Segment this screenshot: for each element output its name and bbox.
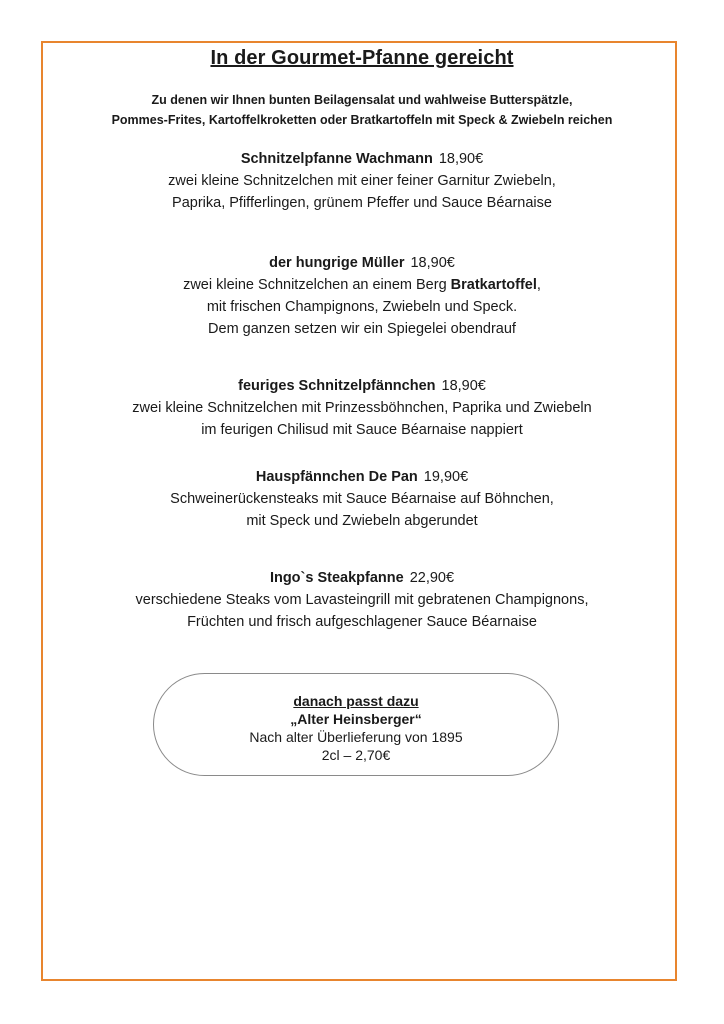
dish-header bbox=[0, 252, 724, 274]
digestif-price: 2cl – 2,70€ bbox=[321, 747, 391, 763]
dish-description-line: mit frischen Champignons, Zwiebeln und Speck. bbox=[206, 299, 518, 315]
dish-description-line: mit Speck und Zwiebeln abgerundet bbox=[246, 513, 478, 529]
dish-name: Hauspfännchen De Pan bbox=[255, 469, 418, 485]
dish-name: feuriges Schnitzelpfännchen bbox=[238, 378, 436, 394]
dish-name: der hungrige Müller bbox=[269, 255, 405, 271]
dish-description-line: Paprika, Pfifferlingen, grünem Pfeffer und Sauce Béarnaise bbox=[172, 195, 552, 211]
dish-description-line: Schweinerückensteaks mit Sauce Béarnaise auf Böhnchen, bbox=[170, 491, 554, 507]
dish-description-line: verschiedene Steaks vom Lavasteingrill mit gebratenen Champignons, bbox=[135, 592, 589, 608]
dish-description-line: Dem ganzen setzen wir ein Spiegelei obendrauf bbox=[208, 321, 516, 337]
digestif-box bbox=[153, 692, 559, 764]
dish-highlight-word: Bratkartoffel bbox=[450, 277, 537, 293]
dish-description-line: zwei kleine Schnitzelchen mit einer feiner Garnitur Zwiebeln, bbox=[168, 173, 556, 189]
dish-hauspfaennchen-de-pan bbox=[0, 466, 724, 532]
dish-price: 19,90€ bbox=[423, 469, 469, 485]
dish-description-line bbox=[0, 274, 724, 296]
dish-header bbox=[0, 466, 724, 488]
digestif-heading: danach passt dazu bbox=[293, 693, 419, 709]
dish-header bbox=[0, 375, 724, 397]
dish-header bbox=[0, 148, 724, 170]
dish-description-line: Früchten und frisch aufgeschlagener Sauce Béarnaise bbox=[187, 614, 537, 630]
dish-name: Ingo`s Steakpfanne bbox=[269, 570, 404, 586]
dish-feuriges-schnitzelpfaennchen bbox=[0, 375, 724, 441]
dish-name: Schnitzelpfanne Wachmann bbox=[240, 151, 433, 167]
dish-description-text: zwei kleine Schnitzelchen an einem Berg bbox=[183, 277, 451, 293]
intro-text bbox=[0, 90, 724, 130]
dish-description-line: zwei kleine Schnitzelchen mit Prinzessböhnchen, Paprika und Zwiebeln bbox=[132, 400, 592, 416]
dish-schnitzelpfanne-wachmann bbox=[0, 148, 724, 214]
dish-der-hungrige-mueller bbox=[0, 252, 724, 340]
dish-header bbox=[0, 567, 724, 589]
dish-ingos-steakpfanne bbox=[0, 567, 724, 633]
dish-price: 22,90€ bbox=[409, 570, 455, 586]
intro-line-1: Zu denen wir Ihnen bunten Beilagensalat und wahlweise Butterspätzle, bbox=[151, 93, 573, 107]
page-title: In der Gourmet-Pfanne gereicht bbox=[210, 47, 514, 69]
dish-price: 18,90€ bbox=[410, 255, 455, 271]
dish-description-line: im feurigen Chilisud mit Sauce Béarnaise nappiert bbox=[201, 422, 523, 438]
dish-price: 18,90€ bbox=[441, 378, 486, 394]
digestif-name: „Alter Heinsberger“ bbox=[290, 711, 422, 727]
dish-price: 18,90€ bbox=[438, 151, 484, 167]
intro-line-2: Pommes-Frites, Kartoffelkroketten oder Bratkartoffeln mit Speck & Zwiebeln reichen bbox=[111, 113, 613, 127]
dish-description-text: , bbox=[536, 277, 541, 293]
digestif-description: Nach alter Überlieferung von 1895 bbox=[249, 729, 463, 745]
